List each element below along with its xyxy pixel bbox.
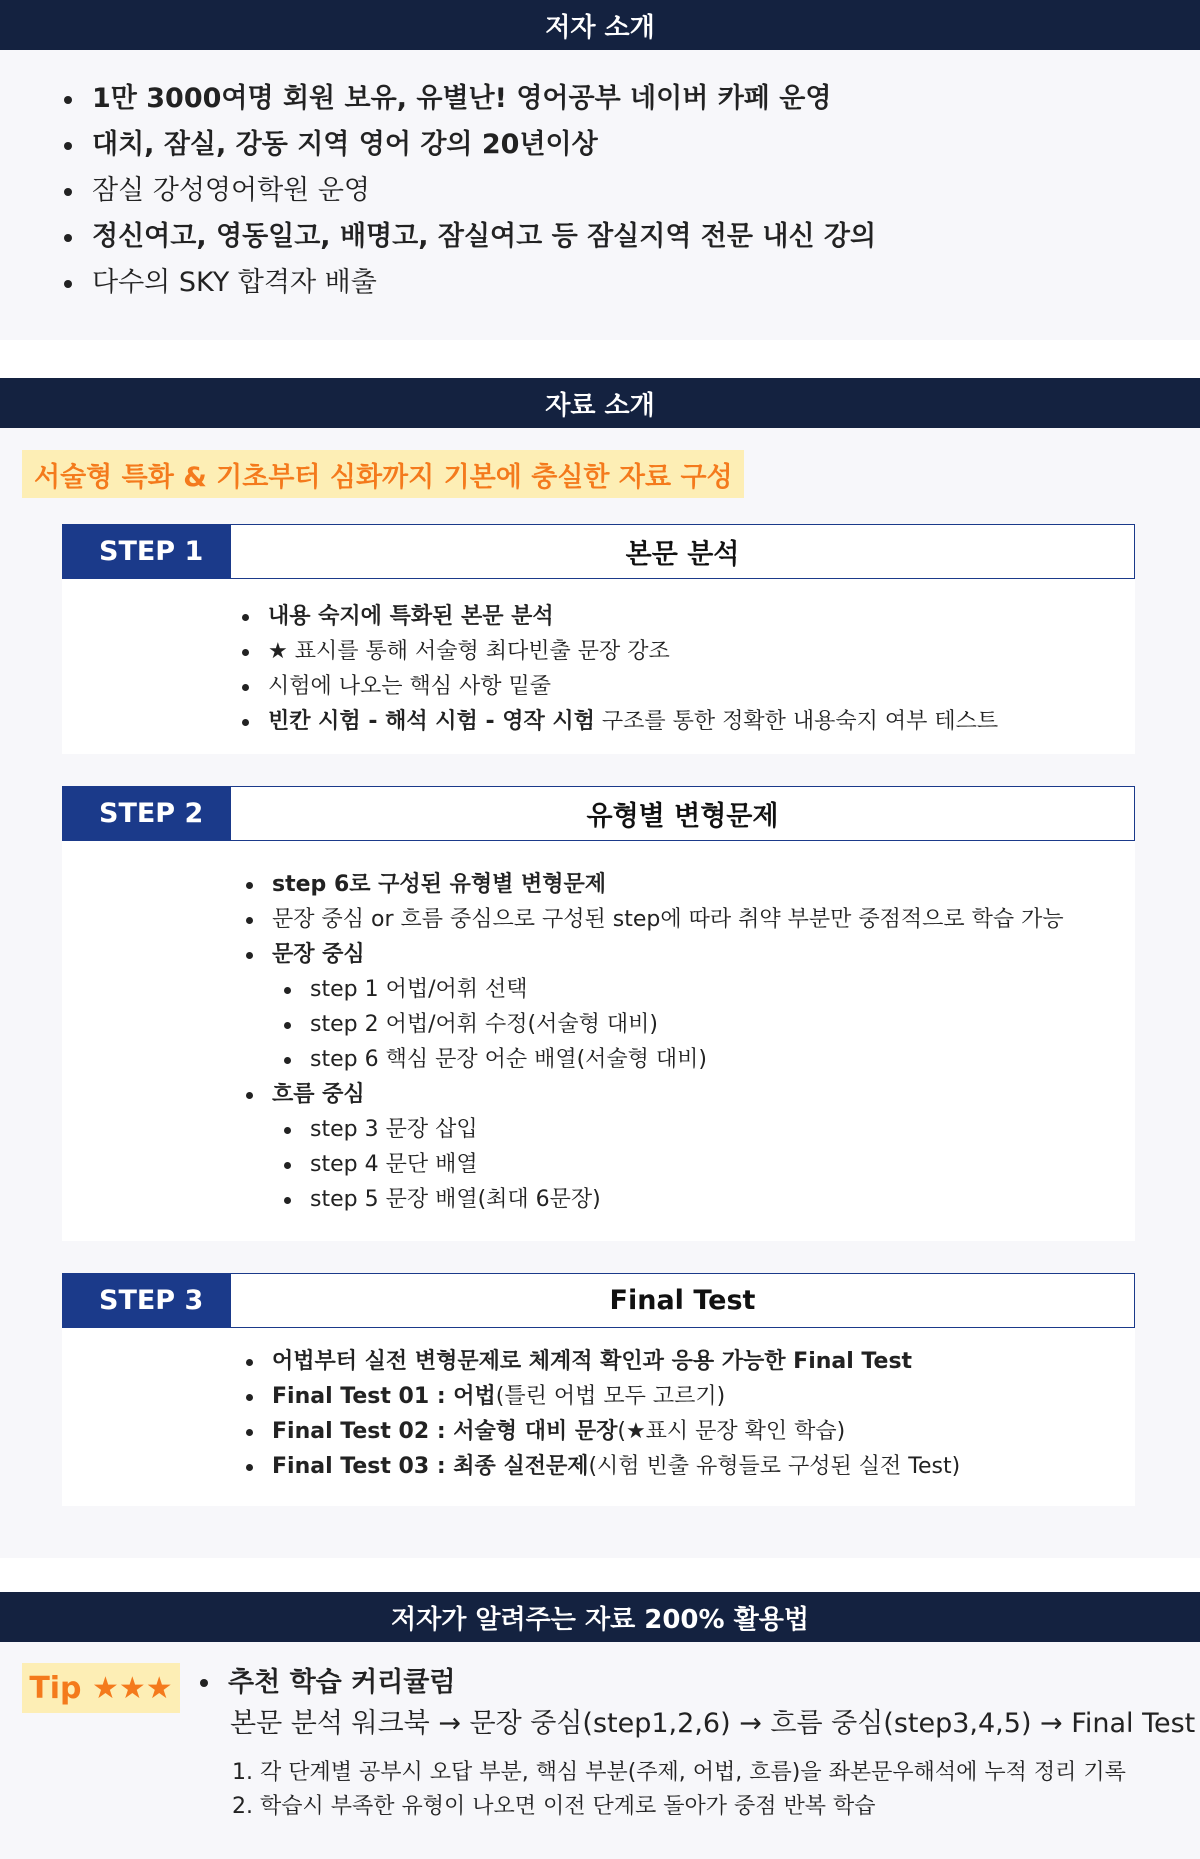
step3-label: STEP 3 [63,1274,231,1327]
item-bold: 흐름 중심 [272,1082,365,1107]
list-item [244,1449,960,1484]
tips-panel [0,1642,1200,1859]
material-highlight-title: 서술형 특화 & 기초부터 심화까지 기본에 충실한 자료 구성 [22,450,744,498]
item-text: 시험에 나오는 핵심 사항 밑줄 [268,674,551,699]
item-bold: 문장 중심 [272,942,365,967]
step2-body [62,841,1135,1241]
list-subitem [282,1007,1064,1042]
step1-body [62,579,1135,754]
author-item: 대치, 잠실, 강동 지역 영어 강의 20년이상 [62,122,876,168]
item-bold: Final Test 02 : 서술형 대비 문장 [272,1419,618,1444]
step1-title: 본문 분석 [625,539,740,570]
list-item [240,704,998,739]
item-text: step 6 핵심 문장 어순 배열(서술형 대비) [310,1047,707,1072]
item-text: 문장 중심 or 흐름 중심으로 구성된 step에 따라 취약 부분만 중점적으로 학습 가능 [272,907,1064,932]
list-subitem [282,972,1064,1007]
author-panel [0,50,1200,340]
step1-header [62,524,1135,579]
author-section-header [0,0,1200,50]
item-text: step 4 문단 배열 [310,1152,478,1177]
list-subitem [282,1147,1064,1182]
list-item [240,669,998,704]
author-item: 잠실 강성영어학원 운영 [62,168,876,214]
list-item [244,1077,1064,1112]
material-section-title: 자료 소개 [545,390,655,421]
tips-section-title: 저자가 알려주는 자료 200% 활용법 [391,1604,809,1635]
item-text: step 2 어법/어휘 수정(서술형 대비) [310,1012,658,1037]
list-item [240,634,998,669]
material-section-header [0,378,1200,428]
item-text: ★ 표시를 통해 서술형 최다빈출 문장 강조 [268,639,670,664]
item-bold: 내용 숙지에 특화된 본문 분석 [268,604,554,629]
step3-title: Final Test [609,1285,756,1316]
item-bold: 빈칸 시험 - 해석 시험 - 영작 시험 [268,709,595,734]
list-item [244,902,1064,937]
list-subitem [282,1112,1064,1147]
step2-list [244,867,1064,1217]
list-item [244,1414,960,1449]
list-item [240,599,998,634]
item-bold: Final Test 03 : 최종 실전문제 [272,1454,589,1479]
item-bold: 어법부터 실전 변형문제로 체계적 확인과 응용 가능한 Final Test [272,1349,913,1374]
item-text: 구조를 통한 정확한 내용숙지 여부 테스트 [594,709,999,734]
list-subitem [282,1042,1064,1077]
item-text: step 1 어법/어휘 선택 [310,977,528,1002]
list-item [244,1379,960,1414]
tip-curriculum-flow: 본문 분석 워크북 → 문장 중심(step1,2,6) → 흐름 중심(step3,4,5) → Final Test [230,1708,1196,1739]
list-subitem [282,1182,1064,1217]
step2-header [62,786,1135,841]
list-item [244,867,1064,902]
tip-note: 1. 각 단계별 공부시 오답 부분, 핵심 부분(주제, 어법, 흐름)을 좌본문우해석에 누적 정리 기록 [232,1760,1126,1785]
tips-section-header [0,1592,1200,1642]
author-item: 다수의 SKY 합격자 배출 [62,260,876,306]
item-text: (시험 빈출 유형들로 구성된 실전 Test) [588,1454,961,1479]
item-bold: Final Test 01 : 어법 [272,1384,496,1409]
list-item [244,1344,960,1379]
tip-title: 추천 학습 커리큘럼 [198,1662,455,1704]
step3-list [244,1344,960,1484]
item-text: step 5 문장 배열(최대 6문장) [310,1187,601,1212]
step1-list [240,599,998,739]
list-item [244,937,1064,972]
step3-body [62,1328,1135,1506]
item-text: (★표시 문장 확인 학습) [617,1419,846,1444]
tip-note: 2. 학습시 부족한 유형이 나오면 이전 단계로 돌아가 중점 반복 학습 [232,1794,876,1819]
step3-header [62,1273,1135,1328]
author-section-title: 저자 소개 [545,12,655,43]
step2-label: STEP 2 [63,787,231,840]
author-item: 정신여고, 영동일고, 배명고, 잠실여고 등 잠실지역 전문 내신 강의 [62,214,876,260]
tip-badge: Tip ★★★ [22,1663,180,1713]
tip-notes [232,1756,1126,1824]
item-bold: step 6로 구성된 유형별 변형문제 [272,872,606,897]
author-item: 1만 3000여명 회원 보유, 유별난! 영어공부 네이버 카페 운영 [62,76,876,122]
step1-label: STEP 1 [63,525,231,578]
item-text: (틀린 어법 모두 고르기) [495,1384,726,1409]
author-list [62,76,876,306]
item-text: step 3 문장 삽입 [310,1117,478,1142]
step2-title: 유형별 변형문제 [586,801,779,832]
